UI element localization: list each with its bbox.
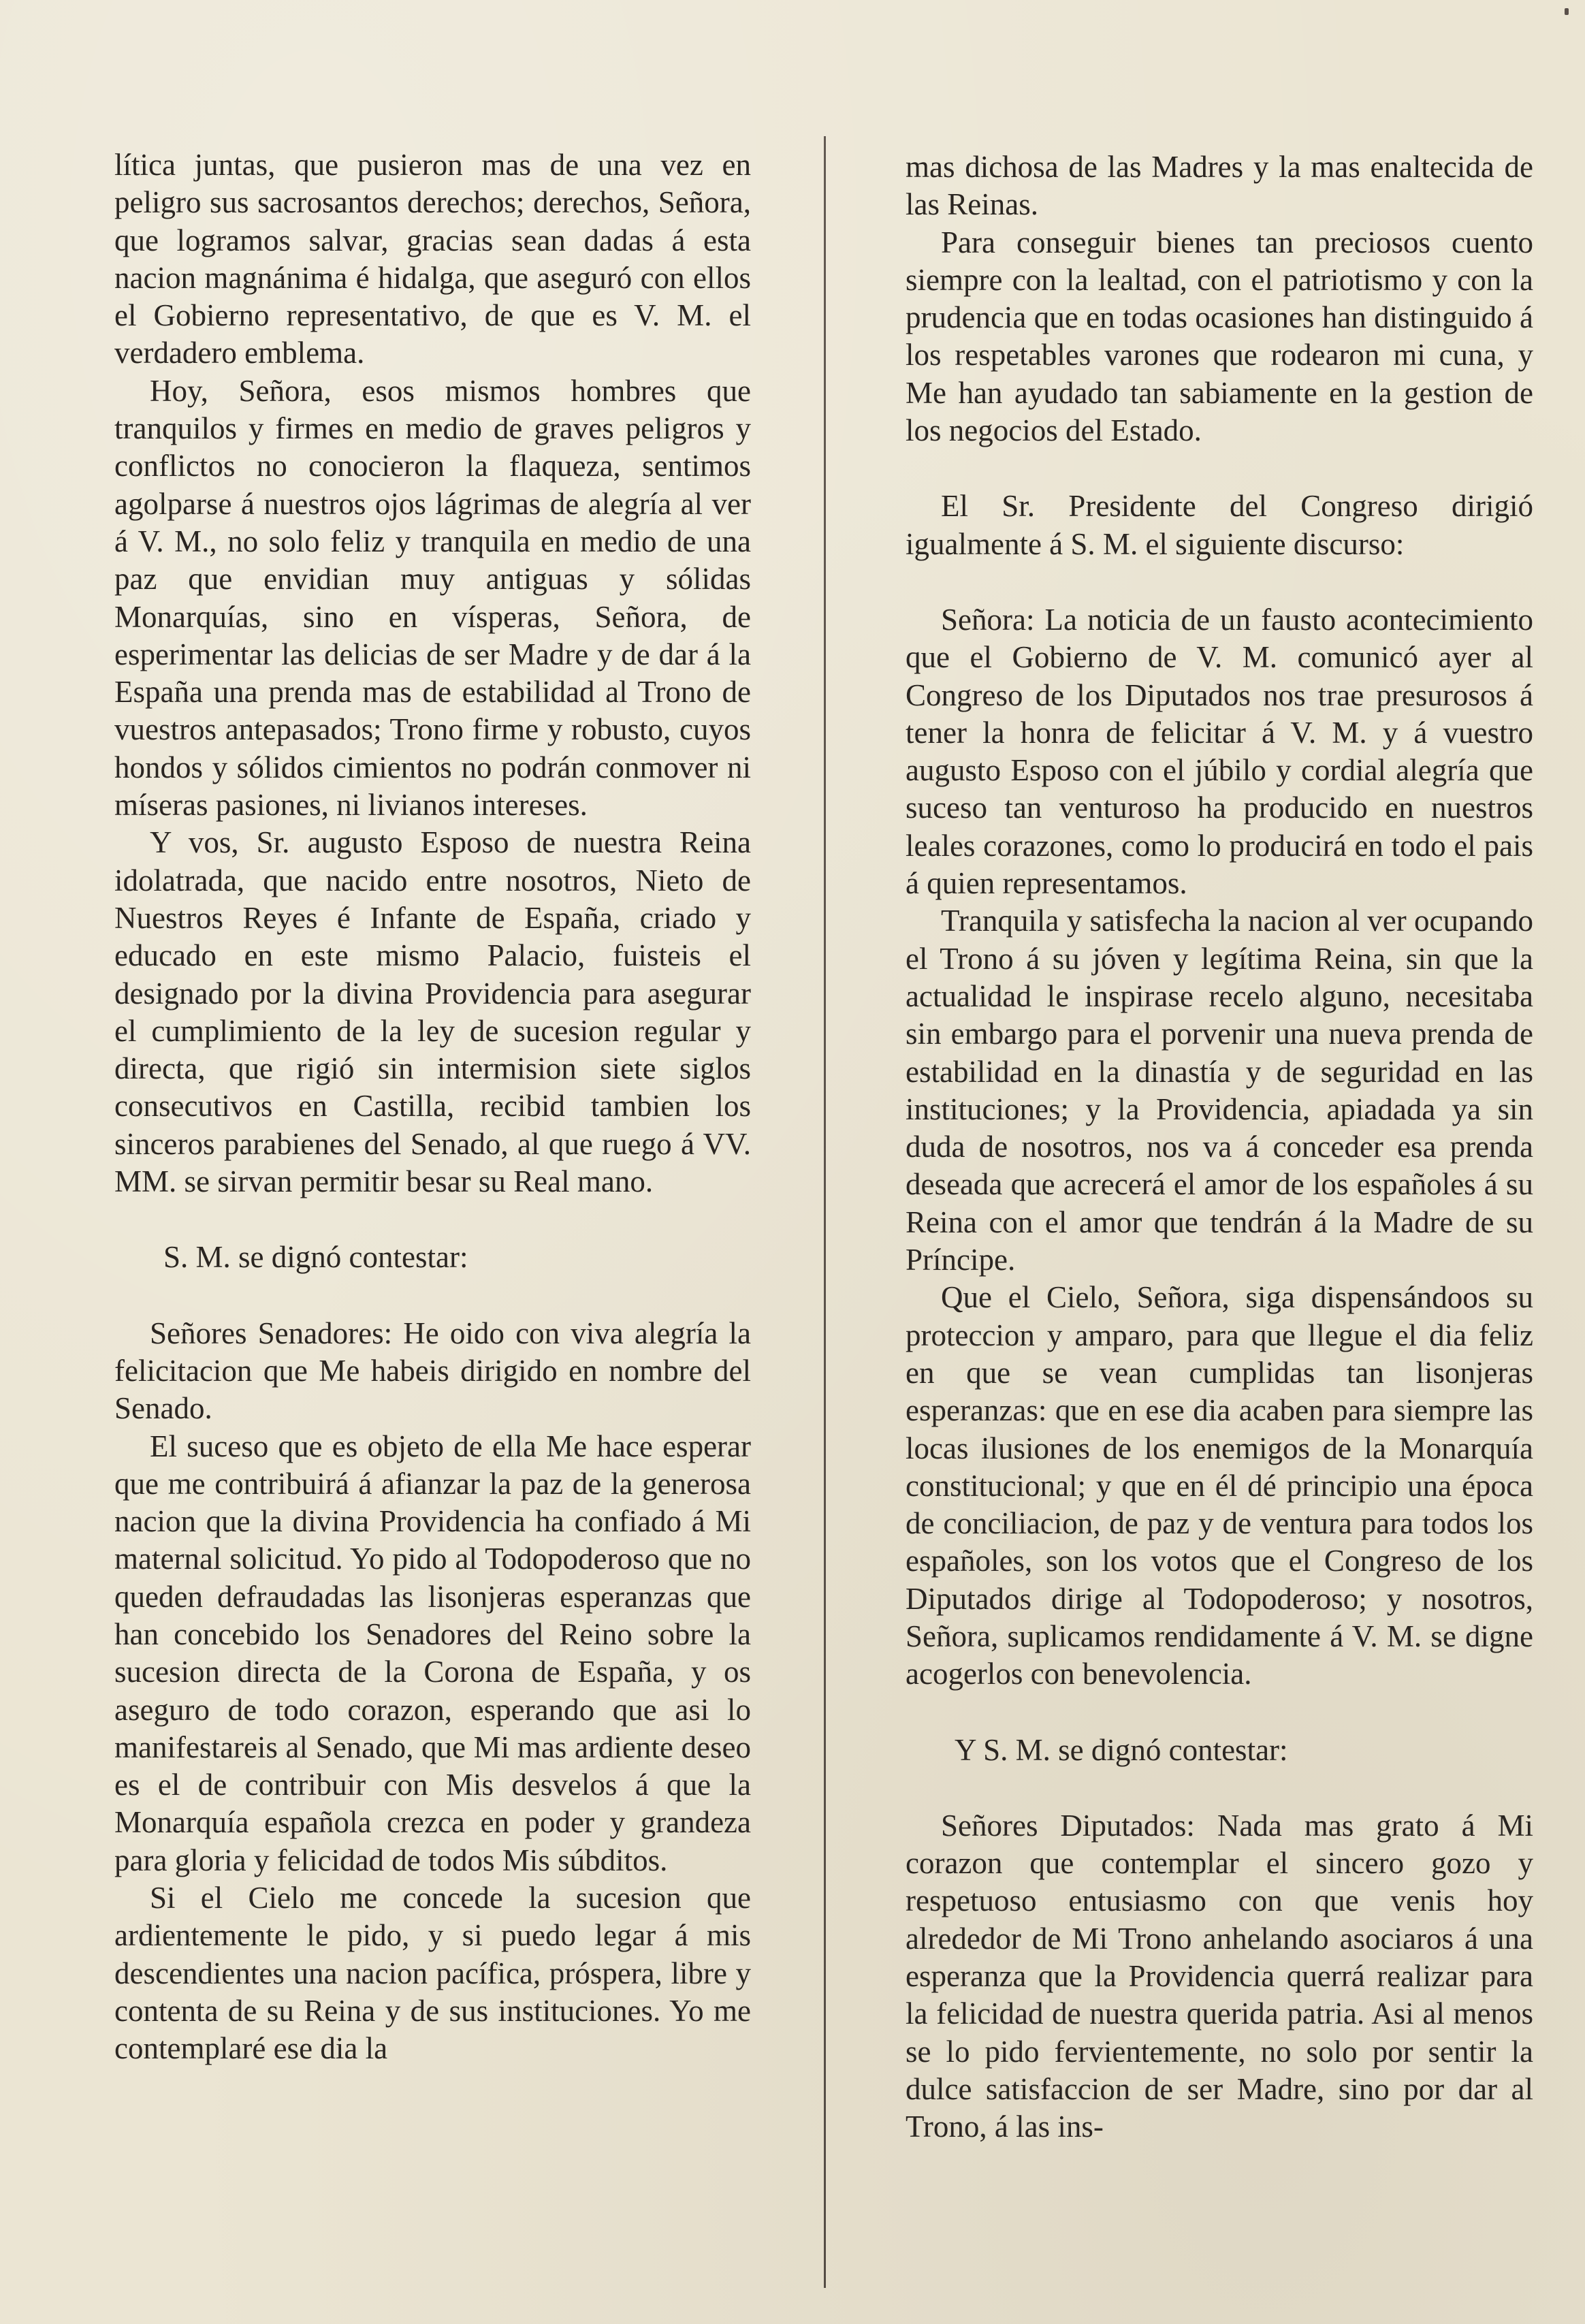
left-paragraph-7: Si el Cielo me concede la sucesion que ardientemente le pido, y si puedo legar á mis descendientes una nacion pacífica, próspera, libre y contenta de su Reina y de sus instituciones. Yo me contemplaré ese dia la	[114, 1881, 751, 2066]
left-heading-reply: S. M. se dignó contestar:	[163, 1240, 468, 1275]
right-paragraph-6: Que el Cielo, Señora, siga dispensándoos su proteccion y amparo, para que llegue el dia feliz en que se vean cumplidas tan lisonjeras esperanzas: que en ese dia acaben para siempre las locas ilusiones de los enemigos de la Monarquía constitucional; y que en él dé principio una época de conciliacion, de paz y de ventura para todos los españoles, son los votos que el Congreso de los Diputados dirige al Todopoderoso; y nosotros, Señora, suplicamos rendidamente á V. M. se digne acogerlos con benevolencia.	[906, 1280, 1533, 1691]
left-paragraph-5: Señores Senadores: He oido con viva alegría la felicitacion que Me habeis dirigido en nombre del Senado.	[114, 1316, 751, 1426]
right-paragraph-4: Señora: La noticia de un fausto acontecimiento que el Gobierno de V. M. comunicó ayer al Congreso de los Diputados nos trae presurosos á tener la honra de felicitar á V. M. y á vuestro augusto Esposo con el júbilo y cordial alegría que suceso tan venturoso ha producido en nuestros leales corazones, como lo producirá en todo el pais á quien representamos.	[906, 602, 1533, 901]
right-paragraph-1: mas dichosa de las Madres y la mas enaltecida de las Reinas.	[906, 150, 1533, 222]
column-divider	[824, 136, 826, 2288]
left-paragraph-3: Y vos, Sr. augusto Esposo de nuestra Reina idolatrada, que nacido entre nosotros, Nieto de Nuestros Reyes é Infante de España, criado y educado en este mismo Palacio, fuisteis el designado por la divina Providencia para asegurar el cumplimiento de la ley de sucesion regular y directa, que rigió sin intermision siete siglos consecutivos en Castilla, recibid tambien los sinceros parabienes del Senado, al que ruego á VV. MM. se sirvan permitir besar su Real mano.	[114, 825, 751, 1199]
right-paragraph-5: Tranquila y satisfecha la nacion al ver ocupando el Trono á su jóven y legítima Reina, sin que la actualidad le inspirase recelo alguno, necesitaba sin embargo para el porvenir una nueva prenda de estabilidad en la dinastía y de seguridad en las instituciones; y la Providencia, apiadada ya sin duda de nosotros, nos va á conceder esa prenda deseada que acrecerá el amor de los españoles á su Reina con el amor que tendrán á la Madre de su Príncipe.	[906, 904, 1533, 1277]
right-heading-reply: Y S. M. se dignó contestar:	[955, 1732, 1288, 1767]
left-paragraph-6: El suceso que es objeto de ella Me hace esperar que me contribuirá á afianzar la paz de la generosa nacion que la divina Providencia ha confiado á Mi maternal solicitud. Yo pido al Todopoderoso que no queden defraudadas las lisonjeras esperanzas que han concebido los Senadores del Reino sobre la sucesion directa de la Corona de España, y os aseguro de todo corazon, esperando que asi lo manifestareis al Senado, que Mi mas ardiente deseo es el de contribuir con Mis desvelos á que la Monarquía española crezca en poder y grandeza para gloria y felicidad de todos Mis súbditos.	[114, 1429, 751, 1877]
left-paragraph-2: Hoy, Señora, esos mismos hombres que tranquilos y firmes en medio de graves peligros y conflictos no conocieron la flaqueza, sentimos agolparse á nuestros ojos lágrimas de alegría al ver á V. M., no solo feliz y tranquila en medio de una paz que envidian muy antiguas y sólidas Monarquías, sino en vísperas, Señora, de esperimentar las delicias de ser Madre y de dar á la España una prenda mas de estabilidad al Trono de vuestros antepasados; Trono firme y robusto, cuyos hondos y sólidos cimientos no podrán conmover ni míseras pasiones, ni livianos intereses.	[114, 373, 751, 823]
corner-ink-mark	[1565, 8, 1569, 15]
right-column	[906, 148, 1533, 2146]
right-paragraph-8: Señores Diputados: Nada mas grato á Mi corazon que contemplar el sincero gozo y respetuoso entusiasmo con que venis hoy alrededor de Mi Trono anhelando asociaros á una esperanza que la Providencia querrá realizar para la felicidad de nuestra querida patria. Asi al menos se lo pido fervientemente, no solo por sentir la dulce satisfaccion de ser Madre, sino por dar al Trono, á las ins-	[906, 1808, 1533, 2144]
right-paragraph-3: El Sr. Presidente del Congreso dirigió igualmente á S. M. el siguiente discurso:	[906, 489, 1533, 561]
left-column	[114, 146, 751, 2068]
left-paragraph-1: lítica juntas, que pusieron mas de una vez en peligro sus sacrosantos derechos; derechos, Señora, que logramos salvar, gracias sean dadas á esta nacion magnánima é hidalga, que aseguró con ellos el Gobierno representativo, de que es V. M. el verdadero emblema.	[114, 148, 751, 370]
right-paragraph-2: Para conseguir bienes tan preciosos cuento siempre con la lealtad, con el patriotismo y con la prudencia que en todas ocasiones han distinguido á los respetables varones que rodearon mi cuna, y Me han ayudado tan sabiamente en la gestion de los negocios del Estado.	[906, 225, 1533, 448]
